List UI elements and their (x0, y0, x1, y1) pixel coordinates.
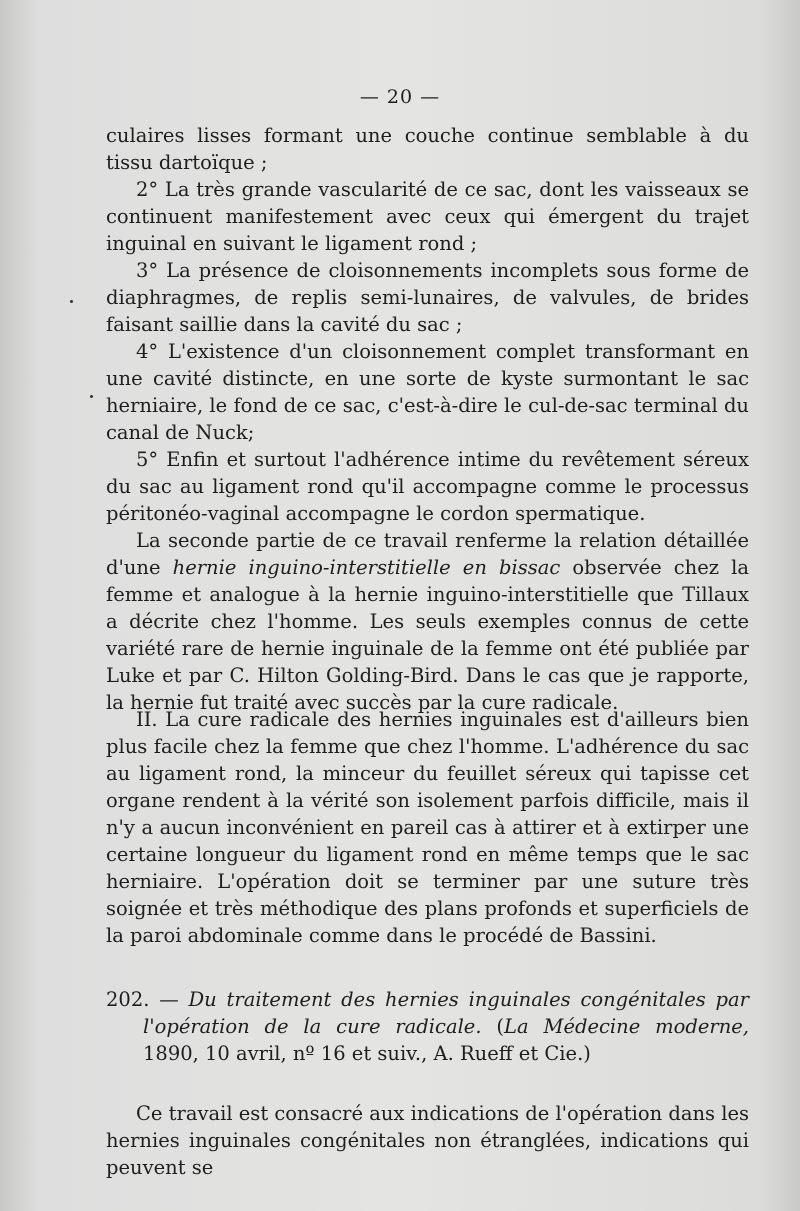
section-indications (106, 1100, 749, 1181)
paragraph-continuation: culaires lisses formant une couche continue semblable à du tissu dartoïque ; (106, 124, 749, 174)
section-ii (106, 706, 749, 949)
page-number: — 20 — (359, 86, 441, 108)
margin-speck (70, 300, 73, 303)
reference-number: 202. (106, 988, 150, 1011)
reference-entry (106, 986, 749, 1067)
paragraph-item-3: 3° La présence de cloisonnements incomplets sous forme de diaphragmes, de replis semi-lunaires, de valvules, de brides faisant saillie dans la cavité du sac ; (106, 259, 749, 336)
paragraph-item-5: 5° Enfin et surtout l'adhérence intime du revêtement séreux du sac au ligament rond qu'il accompagne comme le processus péritonéo-vaginal accompagne le cordon spermatique. (106, 448, 749, 525)
bibliographic-reference (106, 986, 749, 1067)
paragraph-second-part (106, 527, 749, 716)
hernia-name-italic: hernie inguino-interstitielle en bissac (172, 556, 561, 579)
reference-title: Du traitement des hernies inguinales congénitales par l'opération de la cure radicale. (143, 988, 749, 1038)
second-part-text-a: La seconde partie de ce travail renferme la relation détaillée d'une (106, 529, 749, 579)
section-observations (106, 122, 749, 716)
paragraph-indications: Ce travail est consacré aux indications de l'opération dans les hernies inguinales congénitales non étranglées, indications qui peuvent se (106, 1102, 749, 1179)
reference-journal: La Médecine moderne, (504, 1015, 750, 1038)
paragraph-item-4: 4° L'existence d'un cloisonnement complet transformant en une cavité distincte, en une sorte de kyste surmontant le sac herniaire, le fond de ce sac, c'est-à-dire le cul-de-sac terminal du canal de Nuck; (106, 340, 749, 444)
reference-paren: ( (481, 1015, 505, 1038)
second-part-text-b: observée chez la femme et analogue à la hernie inguino-interstitielle que Tillaux a décrite chez l'homme. Les seuls exemples connus de cette variété rare de hernie inguinale de la femme ont été publiée par Luke et par C. Hilton Golding-Bird. Dans le cas que je rapporte, la hernie fut traité avec succès par la cure radicale. (106, 556, 750, 714)
margin-speck (90, 395, 93, 398)
reference-dash: — (149, 988, 189, 1011)
reference-details: 1890, 10 avril, nº 16 et suiv., A. Rueff et Cie.) (143, 1042, 591, 1065)
paragraph-item-2: 2° La très grande vascularité de ce sac, dont les vaisseaux se continuent manifestement avec ceux qui émergent du trajet inguinal en suivant le ligament rond ; (106, 178, 749, 255)
paragraph-section-ii: II. La cure radicale des hernies inguinales est d'ailleurs bien plus facile chez la femme que chez l'homme. L'adhérence du sac au ligament rond, la minceur du feuillet séreux qui tapisse cet organe rendent à la vérité son isolement parfois difficile, mais il n'y a aucun inconvénient en pareil cas à attirer et à extirper une certaine longueur du ligament rond en même temps que le sac herniaire. L'opération doit se terminer par une suture très soignée et très méthodique des plans profonds et superficiels de la paroi abdominale comme dans le procédé de Bassini. (106, 708, 749, 947)
